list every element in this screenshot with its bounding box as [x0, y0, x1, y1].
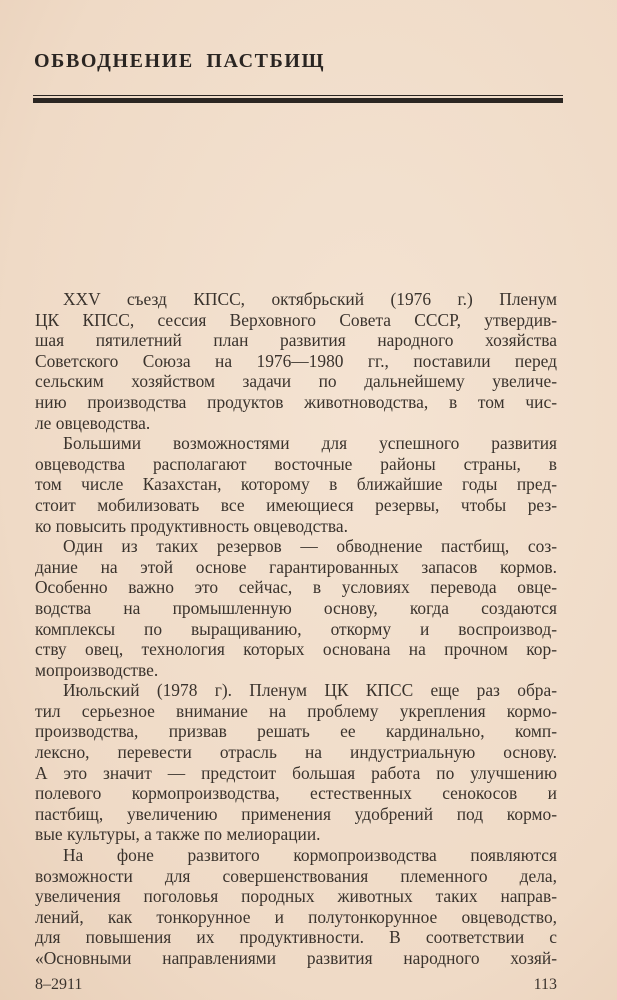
text-line: ству овец, технология которых основана на прочном кор- [35, 639, 557, 660]
text-line: сельским хозяйством задачи по дальнейшему увеличе- [35, 371, 557, 392]
text-line: полевого кормопроизводства, естественных сенокосов и [35, 783, 557, 804]
text-line: шая пятилетний план развития народного хозяйства [35, 330, 557, 351]
printer-signature: 8–2911 [35, 976, 83, 993]
text-line: возможности для совершенствования племенного дела, [35, 865, 557, 886]
text-line: Особенно важно это сейчас, в условиях перевода овце- [35, 577, 557, 598]
paragraph [35, 536, 557, 680]
text-line: ле овцеводства. [35, 412, 151, 433]
text-line: дание на этой основе гарантированных запасов кормов. [35, 556, 557, 577]
text-line: водства на промышленную основу, когда создаются [35, 597, 557, 618]
paragraph [35, 845, 557, 969]
text-line: ЦК КПСС, сессия Верховного Совета СССР, утвердив- [35, 309, 557, 330]
text-line: Один из таких резервов — обводнение пастбищ, соз- [63, 536, 557, 557]
text-line: стоит мобилизовать все имеющиеся резервы, чтобы рез- [35, 494, 557, 515]
text-line: производства, призвав решать ее кардинально, комп- [35, 721, 557, 742]
text-line: увеличения поголовья породных животных таких направ- [35, 886, 557, 907]
text-line: тил серьезное внимание на проблему укрепления кормо- [35, 700, 557, 721]
text-line: овцеводства располагают восточные районы страны, в [35, 453, 557, 474]
text-line: том числе Казахстан, которому в ближайшие годы пред- [35, 474, 557, 495]
text-line: комплексы по выращиванию, откорму и воспроизвод- [35, 618, 557, 639]
text-line: для повышения их продуктивности. В соответствии с [35, 927, 557, 948]
text-line: нию производства продуктов животноводства, в том чис- [35, 391, 557, 412]
text-line: «Основными направлениями развития народного хозяй- [35, 948, 557, 968]
title-rule-thin [33, 95, 563, 96]
text-line: лексно, перевести отрасль на индустриальную основу. [35, 742, 557, 763]
text-line: А это значит — предстоит большая работа по улучшению [35, 762, 557, 783]
text-line: ко повысить продуктивность овцеводства. [35, 515, 348, 536]
text-line: вые культуры, а также по мелиорации. [35, 824, 321, 845]
text-line: Советского Союза на 1976—1980 гг., поставили перед [35, 350, 557, 371]
paragraph [35, 289, 557, 433]
paragraph [35, 680, 557, 845]
paragraph [35, 433, 557, 536]
text-line: XXV съезд КПСС, октябрьский (1976 г.) Пленум [63, 289, 557, 309]
text-line: Июльский (1978 г). Пленум ЦК КПСС еще раз обра- [63, 680, 557, 701]
text-line: лений, как тонкорунное и полутонкорунное овцеводство, [35, 906, 557, 927]
chapter-title: ОБВОДНЕНИЕ ПАСТБИЩ [34, 50, 326, 72]
text-line: мопроизводстве. [35, 659, 159, 680]
text-line: пастбищ, увеличению применения удобрений под кормо- [35, 803, 557, 824]
title-rule-thick [33, 98, 563, 103]
body-text [35, 289, 557, 969]
page-number: 113 [533, 976, 557, 993]
text-line: На фоне развитого кормопроизводства появляются [63, 845, 557, 866]
text-line: Большими возможностями для успешного развития [63, 433, 557, 454]
